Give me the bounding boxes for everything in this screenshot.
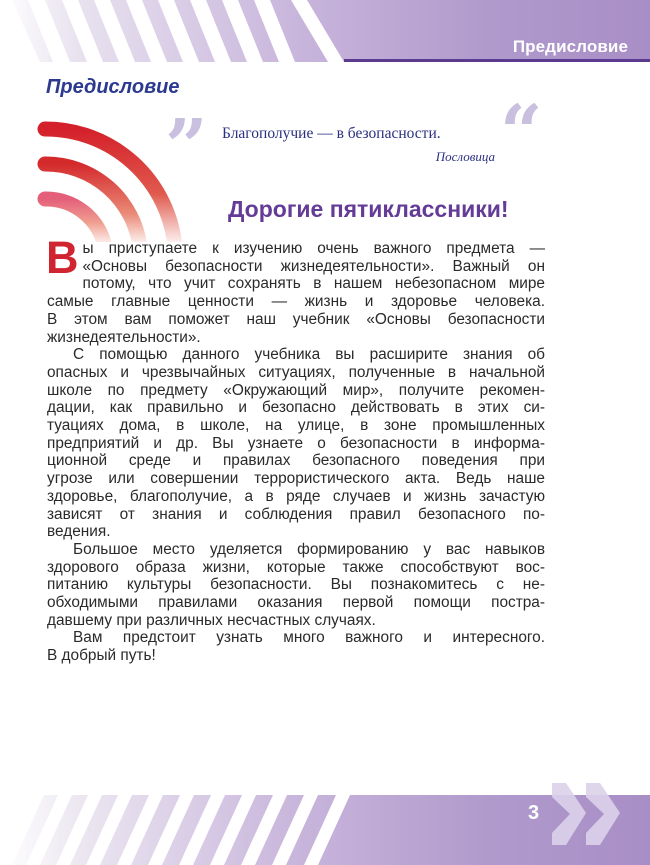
text-line: туациях дома, в школе, на улице, в зоне промышленных	[47, 417, 545, 435]
text-line: ы приступаете к изучению очень важного предмета —	[82, 240, 545, 257]
page-number: 3	[528, 802, 540, 824]
text-line: «Основы безопасности жизнедеятельности». Важный он	[82, 257, 545, 275]
text-line: Большое место уделяется формированию у вас навыков	[73, 540, 545, 558]
text-line: здоровье, благополучие, а в ряде случаев и жизнь зачастую	[47, 487, 545, 505]
header-band	[0, 0, 650, 62]
paragraph-2	[47, 346, 545, 541]
text-line: опасных и чрезвычайных ситуациях, полученные в начальной	[47, 363, 545, 381]
text-line: дации, как правильно и безопасно действовать в этих си-	[47, 399, 545, 417]
text-line: угрозе или совершении террористического акта. Ведь наше	[47, 470, 545, 488]
quote-close-icon: “	[500, 90, 543, 176]
text-line: питанию культуры безопасности. Вы познакомитесь с не-	[47, 576, 545, 594]
text-line: здорового образа жизни, которые также способствуют вос-	[47, 558, 545, 576]
text-line: В этом вам поможет наш учебник «Основы безопасности	[47, 310, 545, 328]
paragraph-3	[47, 541, 545, 630]
double-chevron-right-icon	[552, 783, 622, 850]
section-title: Предисловие	[46, 76, 180, 98]
greeting-heading: Дорогие пятиклассники!	[228, 196, 509, 222]
dropcap: В	[46, 232, 79, 283]
text-line: школе по предмету «Окружающий мир», получите рекомен-	[47, 381, 545, 399]
body-text	[46, 232, 545, 665]
text-line: В добрый путь!	[47, 647, 156, 665]
paragraph-4	[47, 629, 545, 664]
text-line: ведения.	[47, 523, 111, 541]
epigraph-source: Пословица	[435, 149, 495, 164]
text-line: зависят от знания и соблюдения правил безопасного по-	[47, 505, 545, 523]
text-line: самые главные ценности — жизнь и здоровье человека.	[47, 293, 545, 311]
text-line: С помощью данного учебника вы расширите знания об	[73, 346, 545, 364]
quote-open-icon: ”	[165, 104, 208, 190]
paragraph-1	[46, 232, 545, 346]
epigraph-text: Благополучие — в безопасности.	[222, 125, 441, 142]
text-line: давшему при различных несчастных случаях.	[47, 611, 376, 629]
text-line: ционной среде и правилах безопасного поведения при	[47, 452, 545, 470]
text-line: потому, что учит сохранять в нашем небезопасном мире	[82, 275, 545, 293]
text-line: жизнедеятельности».	[47, 328, 201, 346]
text-line: предприятий и др. Вы узнаете о безопасности в информа-	[47, 434, 545, 452]
text-line: обходимыми правилами оказания первой помощи постра-	[47, 594, 545, 612]
text-line: Вам предстоит узнать много важного и интересного.	[73, 629, 545, 647]
running-title: Предисловие	[512, 37, 628, 56]
